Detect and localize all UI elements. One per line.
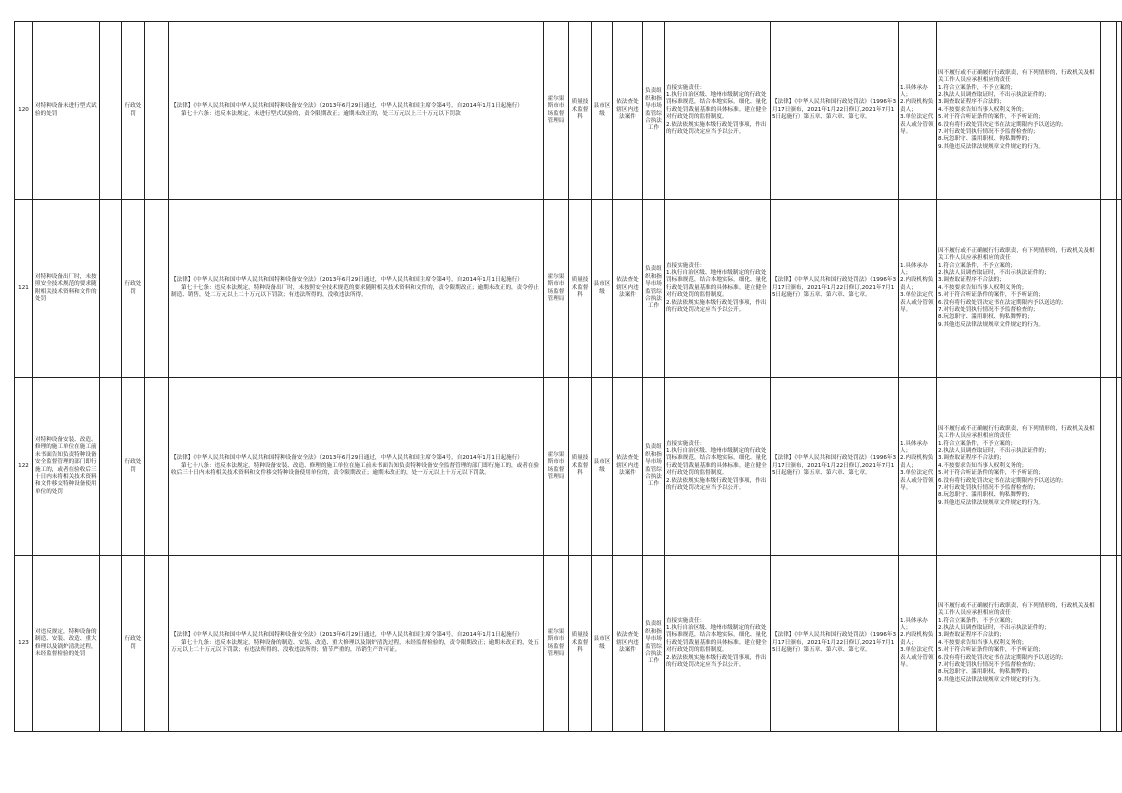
power-item-name: 对特种设备安装、改造、修理的施工单位在施工前未书面告知负责特种设备安全监督管理的部门即行施工的，或者在验收后三十日内未将相关技术资料和文件移交特种设备使用单位的处罚: [33, 378, 100, 556]
accountability-situations: 因不履行或不正确履行行政职责，有下列情形的，行政机关及相关工作人员应承担相应的责任 1.符合立案条件，不予立案的； 2.执法人员调查取证时，不出示执法证件的； 3.调查取证程序不合法的； 4.不按要求告知当事人权利义务的； 5.对于符合听证条件的案件，不予听证的； 6.没有将行政处罚决定书在法定期限内予以送达的； 7.对行政处罚执行情况不予监督检查的； 8.玩忽职守、滥用职权、徇私舞弊的； 9.其他违反法律法规规章文件规定的行为。: [937, 378, 1101, 556]
law-citation: 【法律】《中华人民共和国中华人民共和国特种设备安全法》（2013年6月29日通过，中华人民共和国主席令第4号，自2014年1月1日起施行）: [171, 277, 523, 284]
code-cell: [145, 556, 169, 732]
administrative-level: 县市区级: [592, 200, 613, 378]
edge-cell: [1117, 378, 1122, 556]
law-citation: 【法律】《中华人民共和国中华人民共和国特种设备安全法》（2013年6月29日通过，中华人民共和国主席令第4号，自2014年1月1日起施行）: [171, 103, 523, 110]
accountable-agencies: 1.具体承办人； 2.内设机构负责人； 3.单位法定代表人或分管领导。: [899, 22, 937, 200]
power-type: 行政处罚: [122, 556, 145, 732]
row-number: 122: [15, 378, 33, 556]
responsibility-subject: 负责组织和指导市场监管综合执法工作: [643, 556, 665, 732]
law-article: 第七十七条：违反本法规定，特种设备出厂时，未按照安全技术规范的要求随附相关技术资料和文件的，责令限期改正；逾期未改正的，责令停止制造、销售，处二万元以上二十万元以下罚款；有违法所得的，没收违法所得。: [171, 284, 540, 299]
accountable-agencies: 1.具体承办人； 2.内设机构负责人； 3.单位法定代表人或分管领导。: [899, 200, 937, 378]
implementing-department: 霍尔果斯市市场监督管理局: [544, 200, 569, 378]
sub-item-cell: [100, 22, 122, 200]
notes-cell: [1101, 378, 1117, 556]
notes-cell: [1101, 556, 1117, 732]
accountable-agencies: 1.具体承办人； 2.内设机构负责人； 3.单位法定代表人或分管领导。: [899, 556, 937, 732]
administrative-level: 县市区级: [592, 22, 613, 200]
power-item-name: 对特种设备未进行型式试验的处罚: [33, 22, 100, 200]
responsibility-duty: 直接实施责任： 1.执行自治区级、地州市级制定的行政处罚标准规范，结合本地实际，细化、量化行政处罚裁量基准的具体标准。建立健全对行政处罚的监督制度。 2.依法依规实施本级行政处罚事项，作出的行政处罚决定应当予以公开。: [665, 22, 771, 200]
accountability-situations: 因不履行或不正确履行行政职责，有下列情形的，行政机关及相关工作人员应承担相应的责任 1.符合立案条件，不予立案的； 2.执法人员调查取证时，不出示执法证件的； 3.调查取证程序不合法的； 4.不按要求告知当事人权利义务的； 5.对于符合听证条件的案件，不予听证的； 6.没有将行政处罚决定书在法定期限内予以送达的； 7.对行政处罚执行情况不予监督检查的； 8.玩忽职守、滥用职权、徇私舞弊的； 9.其他违反法律法规规章文件规定的行为。: [937, 556, 1101, 732]
administrative-level: 县市区级: [592, 556, 613, 732]
implementing-department: 霍尔果斯市市场监督管理局: [544, 556, 569, 732]
responsible-unit: 质量技术监督科: [569, 556, 592, 732]
table-row: [15, 378, 1122, 556]
row-number: 121: [15, 200, 33, 378]
legal-basis: [169, 378, 544, 556]
accountable-agencies: 1.具体承办人； 2.内设机构负责人； 3.单位法定代表人或分管领导。: [899, 378, 937, 556]
implementing-department: 霍尔果斯市市场监督管理局: [544, 22, 569, 200]
edge-cell: [1117, 22, 1122, 200]
power-item-name: 对特种设备出厂时，未按照安全技术规范的要求随附相关技术资料和文件的处罚: [33, 200, 100, 378]
responsibility-subject: 负责组织和指导市场监管综合执法工作: [643, 200, 665, 378]
implementing-department: 霍尔果斯市市场监督管理局: [544, 378, 569, 556]
row-number: 123: [15, 556, 33, 732]
edge-cell: [1117, 200, 1122, 378]
table-row: [15, 22, 1122, 200]
law-citation: 【法律】《中华人民共和国中华人民共和国特种设备安全法》（2013年6月29日通过，中华人民共和国主席令第4号，自2014年1月1日起施行）: [171, 632, 523, 639]
edge-cell: [1117, 556, 1122, 732]
legal-basis: [169, 22, 544, 200]
law-citation: 【法律】《中华人民共和国中华人民共和国特种设备安全法》（2013年6月29日通过，中华人民共和国主席令第4号，自2014年1月1日起施行）: [171, 455, 523, 462]
legal-basis: [169, 556, 544, 732]
sub-item-cell: [100, 378, 122, 556]
sub-item-cell: [100, 556, 122, 732]
responsible-unit: 质量技术监督科: [569, 200, 592, 378]
table-row: [15, 556, 1122, 732]
notes-cell: [1101, 200, 1117, 378]
law-article: 第七十九条：违反本法规定，特种设备的制造、安装、改造、重大修理以及锅炉清洗过程，未经监督检验的，责令限期改正；逾期未改正的，处五万元以上二十万元以下罚款；有违法所得的，没收违法所得；情节严重的，吊销生产许可证。: [171, 639, 540, 654]
code-cell: [145, 200, 169, 378]
power-type: 行政处罚: [122, 378, 145, 556]
accountability-situations: 因不履行或不正确履行行政职责，有下列情形的，行政机关及相关工作人员应承担相应的责任 1.符合立案条件，不予立案的； 2.执法人员调查取证时，不出示执法证件的； 3.调查取证程序不合法的； 4.不按要求告知当事人权利义务的； 5.对于符合听证条件的案件，不予听证的； 6.没有将行政处罚决定书在法定期限内予以送达的； 7.对行政处罚执行情况不予监督检查的； 8.玩忽职守、滥用职权、徇私舞弊的； 9.其他违反法律法规规章文件规定的行为。: [937, 22, 1101, 200]
jurisdiction-scope: 依法查处辖区内违法案件: [613, 200, 643, 378]
notes-cell: [1101, 22, 1117, 200]
sub-item-cell: [100, 200, 122, 378]
duty-legal-basis: 【法律】《中华人民共和国行政处罚法》（1996年3月17日颁布，2021年1月22日修订,2021年7月15日起施行）第五章、第六章、第七章。: [771, 556, 899, 732]
power-list-table: [14, 21, 1122, 732]
duty-legal-basis: 【法律】《中华人民共和国行政处罚法》（1996年3月17日颁布，2021年1月22日修订,2021年7月15日起施行）第五章、第六章、第七章。: [771, 378, 899, 556]
responsibility-duty: 直接实施责任： 1.执行自治区级、地州市级制定的行政处罚标准规范，结合本地实际，细化、量化行政处罚裁量基准的具体标准。建立健全对行政处罚的监督制度。 2.依法依规实施本级行政处罚事项，作出的行政处罚决定应当予以公开。: [665, 556, 771, 732]
jurisdiction-scope: 依法查处辖区内违法案件: [613, 556, 643, 732]
law-article: 第七十八条：违反本法规定，特种设备安装、改造、修理的施工单位在施工前未书面告知负责特种设备安全监督管理的部门即行施工的，或者在验收后三十日内未将相关技术资料和文件移交特种设备使用单位的，责令限期改正；逾期未改正的，处一万元以上十万元以下罚款。: [171, 462, 540, 477]
administrative-level: 县市区级: [592, 378, 613, 556]
responsible-unit: 质量技术监督科: [569, 22, 592, 200]
power-list-sheet: [14, 21, 1122, 732]
power-item-name: 对违反规定，特种设备的制造、安装、改造、重大修理以及锅炉清洗过程，未经监督检验的处罚: [33, 556, 100, 732]
duty-legal-basis: 【法律】《中华人民共和国行政处罚法》（1996年3月17日颁布，2021年1月22日修订,2021年7月15日起施行）第五章、第六章、第七章。: [771, 22, 899, 200]
responsibility-subject: 负责组织和指导市场监管综合执法工作: [643, 22, 665, 200]
accountability-situations: 因不履行或不正确履行行政职责，有下列情形的，行政机关及相关工作人员应承担相应的责任 1.符合立案条件，不予立案的； 2.执法人员调查取证时，不出示执法证件的； 3.调查取证程序不合法的； 4.不按要求告知当事人权利义务的； 5.对于符合听证条件的案件，不予听证的； 6.没有将行政处罚决定书在法定期限内予以送达的； 7.对行政处罚执行情况不予监督检查的； 8.玩忽职守、滥用职权、徇私舞弊的； 9.其他违反法律法规规章文件规定的行为。: [937, 200, 1101, 378]
responsibility-duty: 直接实施责任： 1.执行自治区级、地州市级制定的行政处罚标准规范，结合本地实际，细化、量化行政处罚裁量基准的具体标准。建立健全对行政处罚的监督制度。 2.依法依规实施本级行政处罚事项，作出的行政处罚决定应当予以公开。: [665, 200, 771, 378]
jurisdiction-scope: 依法查处辖区内违法案件: [613, 22, 643, 200]
code-cell: [145, 378, 169, 556]
responsibility-subject: 负责组织和指导市场监管综合执法工作: [643, 378, 665, 556]
table-row: [15, 200, 1122, 378]
responsibility-duty: 直接实施责任： 1.执行自治区级、地州市级制定的行政处罚标准规范，结合本地实际，细化、量化行政处罚裁量基准的具体标准。建立健全对行政处罚的监督制度。 2.依法依规实施本级行政处罚事项，作出的行政处罚决定应当予以公开。: [665, 378, 771, 556]
legal-basis: [169, 200, 544, 378]
responsible-unit: 质量技术监督科: [569, 378, 592, 556]
row-number: 120: [15, 22, 33, 200]
jurisdiction-scope: 依法查处辖区内违法案件: [613, 378, 643, 556]
power-type: 行政处罚: [122, 200, 145, 378]
duty-legal-basis: 【法律】《中华人民共和国行政处罚法》（1996年3月17日颁布，2021年1月22日修订,2021年7月15日起施行）第五章、第六章、第七章。: [771, 200, 899, 378]
power-type: 行政处罚: [122, 22, 145, 200]
law-article: 第七十六条：违反本法规定，未进行型式试验的，责令限期改正；逾期未改正的，处三万元以上三十万元以下罚款: [181, 110, 461, 117]
code-cell: [145, 22, 169, 200]
